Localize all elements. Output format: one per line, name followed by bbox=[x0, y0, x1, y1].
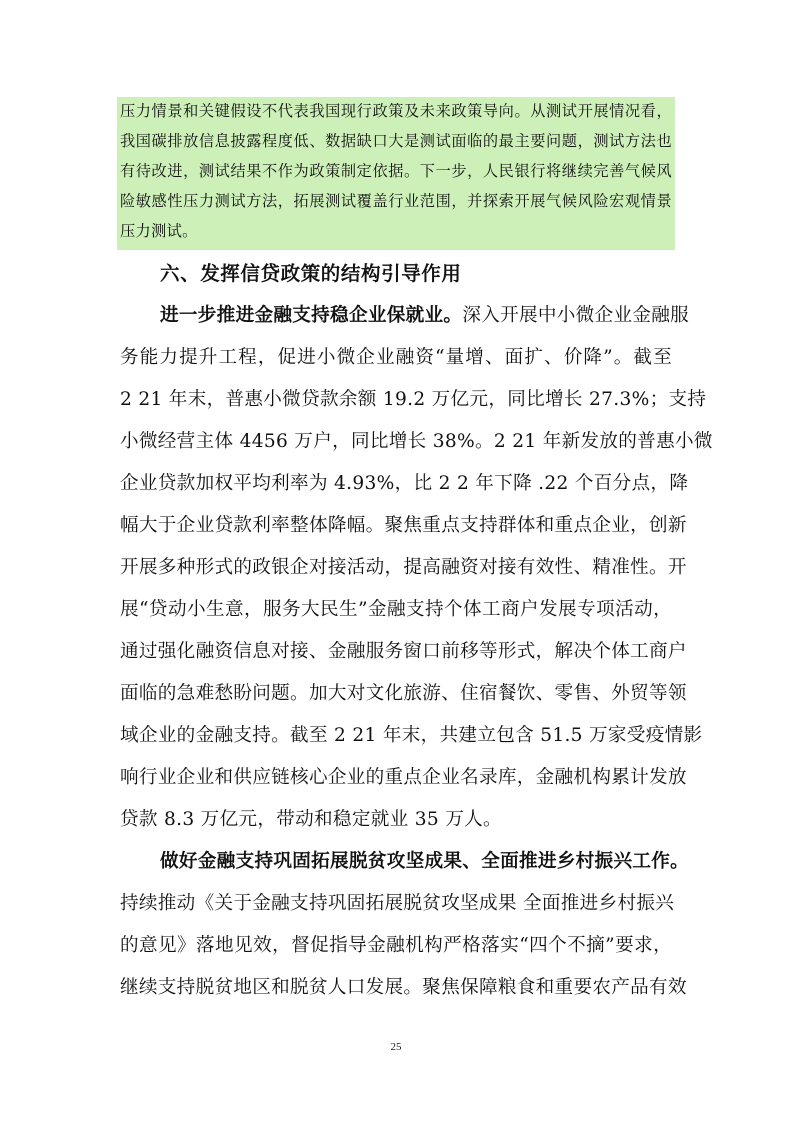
paragraph-line: 继续支持脱贫地区和脱贫人口发展。聚焦保障粮食和重要农产品有效 bbox=[120, 977, 687, 998]
paragraph-line: 展“贷动小生意，服务大民生”金融支持个体工商户发展专项活动， bbox=[120, 599, 672, 620]
box-line: 险敏感性压力测试方法，拓展测试覆盖行业范围，并探索开展气候风险宏观情景 bbox=[120, 192, 672, 210]
box-line: 我国碳排放信息披露程度低、数据缺口大是测试面临的最主要问题，测试方法也 bbox=[120, 132, 672, 150]
paragraph-lead: 做好金融支持巩固拓展脱贫攻坚成果、全面推进乡村振兴工作。 bbox=[160, 851, 690, 872]
paragraph-text: 深入开展中小微企业金融服 bbox=[462, 305, 690, 326]
paragraph-line: 通过强化融资信息对接、金融服务窗口前移等形式，解决个体工商户 bbox=[120, 641, 687, 662]
section-heading: 六、发挥信贷政策的结构引导作用 bbox=[160, 262, 462, 285]
paragraph-line: 的意见》落地见效，督促指导金融机构严格落实“四个不摘”要求， bbox=[120, 935, 672, 956]
paragraph-line: 贷款 8.3 万亿元，带动和稳定就业 35 万人。 bbox=[120, 809, 502, 830]
paragraph-line: 域企业的金融支持。截至 2 21 年末，共建立包含 51.5 万家受疫情影 bbox=[120, 725, 703, 746]
page-number: 25 bbox=[390, 1041, 402, 1053]
paragraph-line: 幅大于企业贷款利率整体降幅。聚焦重点支持群体和重点企业，创新 bbox=[120, 515, 687, 536]
paragraph-line: 面临的急难愁盼问题。加大对文化旅游、住宿餐饮、零售、外贸等领 bbox=[120, 683, 687, 704]
paragraph-line: 开展多种形式的政银企对接活动，提高融资对接有效性、精准性。开 bbox=[120, 557, 687, 578]
paragraph-line: 持续推动《关于金融支持巩固拓展脱贫攻坚成果 全面推进乡村振兴 bbox=[120, 893, 675, 914]
paragraph-line bbox=[160, 848, 690, 876]
box-line: 有待改进，测试结果不作为政策制定依据。下一步，人民银行将继续完善气候风 bbox=[120, 162, 672, 180]
paragraph-line: 响行业企业和供应链核心企业的重点企业名录库，金融机构累计发放 bbox=[120, 767, 687, 788]
box-line: 压力情景和关键假设不代表我国现行政策及未来政策导向。从测试开展情况看， bbox=[120, 102, 672, 120]
paragraph-line: 务能力提升工程，促进小微企业融资“量增、面扩、价降”。截至 bbox=[120, 347, 672, 368]
paragraph-line: 企业贷款加权平均利率为 4.93%，比 2 2 年下降 .22 个百分点，降 bbox=[120, 473, 689, 494]
paragraph-line: 2 21 年末，普惠小微贷款余额 19.2 万亿元，同比增长 27.3%；支持 bbox=[120, 389, 707, 410]
paragraph-line: 小微经营主体 4456 万户，同比增长 38%。2 21 年新发放的普惠小微 bbox=[120, 431, 713, 452]
box-line: 压力测试。 bbox=[120, 222, 198, 240]
paragraph-line bbox=[160, 302, 690, 330]
paragraph-lead: 进一步推进金融支持稳企业保就业。 bbox=[160, 305, 463, 326]
